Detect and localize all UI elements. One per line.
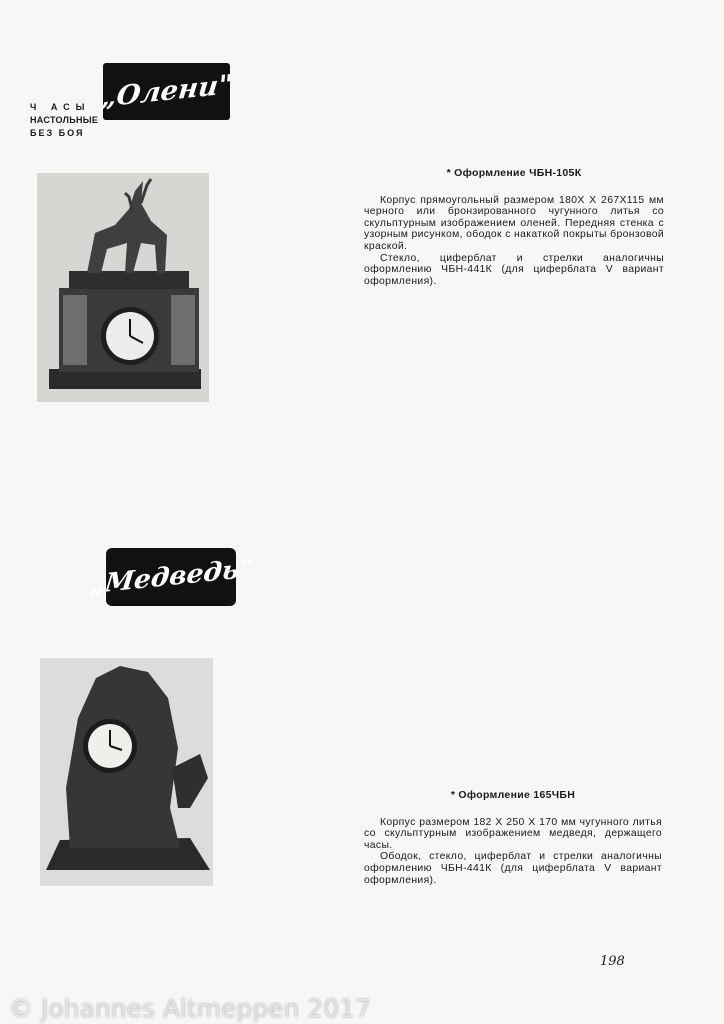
description-deer [364,168,664,287]
paragraph-bear-2: Ободок, стекло, циферблат и стрелки аналогичны оформлению ЧБН-441К (для циферблата V вариант оформления). [364,851,662,886]
paragraph-deer-2: Стекло, циферблат и стрелки аналогичны оформлению ЧБН-441К (для циферблата V вариант оформления). [364,252,664,287]
category-label [30,101,98,140]
paragraph-deer-1: Корпус прямоугольный размером 180Х Х 267Х115 мм черного или бронзированного чугунного литья со скульптурным изображением оленей. Передняя стенка с узорным рисунком, ободок с накаткой покрыты бронзовой краской. [364,194,664,252]
photo-deer-clock [37,173,209,402]
category-line-1: Ч АСЫ [30,102,91,112]
title-plate-deer [99,63,234,120]
bear-clock-illustration [40,658,213,886]
description-bear [364,790,662,886]
photo-bear-clock [40,658,213,886]
category-line-2: НАСТОЛЬНЫЕ [30,115,99,125]
title-plate-deer-text: „Олени" [99,69,234,114]
title-plate-bear-text: „Медведь" [87,553,255,601]
heading-bear: * Оформление 165ЧБН [450,789,576,801]
paragraph-bear-1: Корпус размером 182 Х 250 Х 170 мм чугунного литья со скульптурным изображением медведя, держащего часы. [364,816,662,851]
title-plate-bear [87,548,255,606]
deer-clock-illustration [37,173,209,402]
category-line-3: БЕЗ БОЯ [30,128,85,138]
heading-deer: * Оформление ЧБН-105К [446,167,582,179]
copyright-watermark: © Johannes Altmeppen 2017 [8,994,371,1023]
page-number: 198 [600,954,625,969]
